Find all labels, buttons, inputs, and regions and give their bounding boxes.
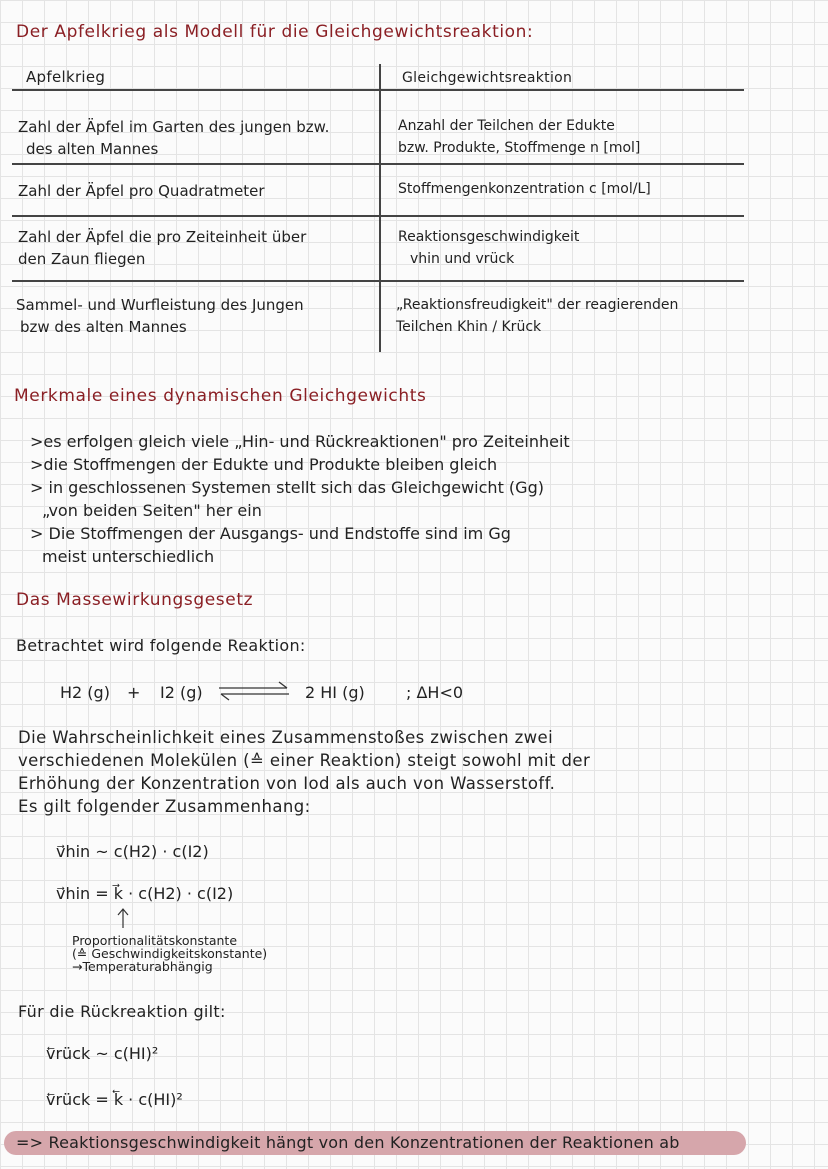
intro-text: Betrachtet wird folgende Reaktion:	[16, 636, 306, 655]
page-title: Der Apfelkrieg als Modell für die Gleichgewichtsreaktion:	[16, 22, 534, 42]
reactant-h2: H2 (g)	[60, 683, 110, 702]
list-item: >die Stoffmengen der Edukte und Produkte bleiben gleich	[30, 455, 498, 474]
list-item: >es erfolgen gleich viele „Hin- und Rückreaktionen" pro Zeiteinheit	[30, 432, 570, 451]
back-reaction-intro: Für die Rückreaktion gilt:	[18, 1002, 226, 1021]
table-cell: Reaktionsgeschwindigkeit vhin und vrück	[398, 229, 580, 267]
table-rule	[12, 215, 744, 217]
section-heading: Merkmale eines dynamischen Gleichgewichts	[14, 386, 427, 406]
bullet-list	[30, 430, 570, 568]
forward-rate-proportional: v⃗hin ~ c(H2) · c(I2)	[56, 842, 209, 861]
table-cell: Zahl der Äpfel pro Quadratmeter	[18, 182, 265, 200]
table-rule	[12, 89, 744, 91]
enthalpy: ; ΔH<0	[406, 683, 464, 702]
table-cell: Zahl der Äpfel im Garten des jungen bzw. des alten Mannes	[18, 118, 330, 158]
list-item: meist unterschiedlich	[42, 547, 215, 566]
explanation-paragraph: Die Wahrscheinlichkeit eines Zusammenstoßes zwischen zwei verschiedenen Molekülen (≙ einer Reaktion) steigt sowohl mit der Erhöhung der Konzentration von Iod als auch von Wasserstoff. Es gilt folgender Zusammenhang:	[18, 728, 591, 816]
forward-rate-equation: v⃗hin = k⃗ · c(H2) · c(I2)	[56, 884, 234, 903]
product-hi: 2 HI (g)	[305, 683, 365, 702]
table-cell: Anzahl der Teilchen der Edukte bzw. Produkte, Stoffmenge n [mol]	[398, 118, 641, 156]
section-heading: Das Massewirkungsgesetz	[16, 590, 254, 610]
constant-note: Proportionalitätskonstante (≙ Geschwindigkeitskonstante) →Temperaturabhängig	[72, 933, 268, 974]
list-item: > in geschlossenen Systemen stellt sich das Gleichgewicht (Gg)	[30, 478, 544, 497]
arrow-up-icon	[116, 906, 130, 930]
table-cell: Sammel- und Wurfleistung des Jungen bzw des alten Mannes	[16, 296, 304, 336]
table-header-left: Apfelkrieg	[26, 68, 106, 86]
table-cell: „Reaktionsfreudigkeit" der reagierenden Teilchen Khin / Krück	[396, 297, 679, 335]
table-cell: Zahl der Äpfel die pro Zeiteinheit über den Zaun fliegen	[18, 228, 307, 268]
table-cell: Stoffmengenkonzentration c [mol/L]	[398, 181, 651, 197]
table-rule	[12, 163, 744, 165]
table-divider	[379, 64, 381, 352]
list-item: „von beiden Seiten" her ein	[42, 501, 262, 520]
backward-rate-equation: v⃖rück = k⃖ · c(HI)²	[46, 1090, 183, 1109]
conclusion: => Reaktionsgeschwindigkeit hängt von den Konzentrationen der Reaktionen ab	[16, 1133, 680, 1152]
list-item: > Die Stoffmengen der Ausgangs- und Endstoffe sind im Gg	[30, 524, 511, 543]
backward-rate-proportional: v⃖rück ~ c(HI)²	[46, 1044, 159, 1063]
table-rule	[12, 280, 744, 282]
reactant-i2: I2 (g)	[160, 683, 203, 702]
table-header-right: Gleichgewichtsreaktion	[402, 70, 573, 86]
plus-sign: +	[127, 683, 141, 702]
equilibrium-arrow-icon	[217, 680, 291, 702]
